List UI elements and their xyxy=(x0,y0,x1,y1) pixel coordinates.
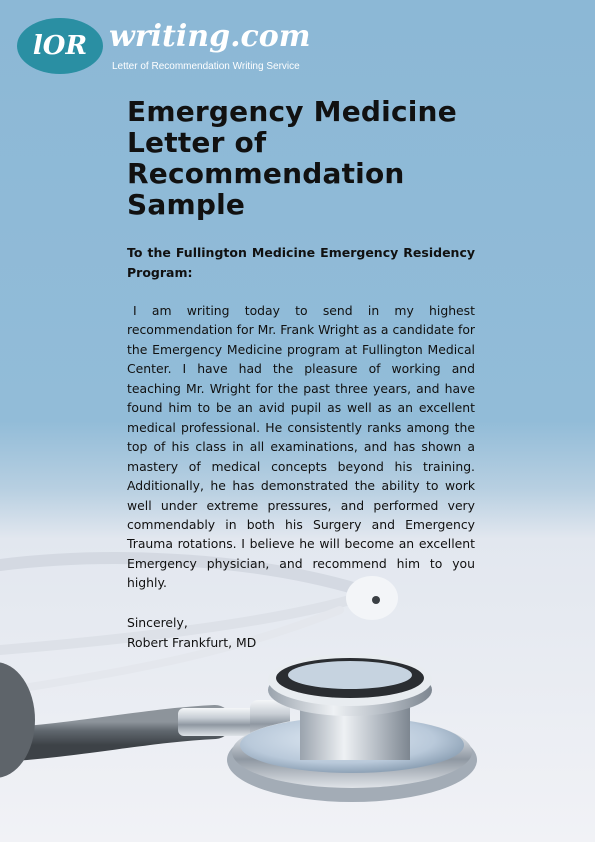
logo[interactable] xyxy=(17,18,317,78)
letter-salutation: To the Fullington Medicine Emergency Residency Program: xyxy=(127,245,475,280)
letter-closing: Sincerely, xyxy=(127,615,188,630)
letter-body: I am writing today to send in my highest recommendation for Mr. Frank Wright as a candidate for the Emergency Medicine program at Fullington Medical Center. I have had the pleasure of working and teaching Mr. Wright for the past three years, and have found him to be an avid pupil as well as an excellent medical professional. He consistently ranks among the top of his class in all examinations, and has shown a mastery of medical concepts beyond his training. Additionally, he has demonstrated the ability to work well under extreme pressures, and performed very commendably in both his Surgery and Emergency Trauma rotations. I believe he will become an excellent Emergency physician, and recommend him to you highly. xyxy=(127,303,475,591)
logo-wordmark: writing.com xyxy=(109,19,311,54)
logo-badge-text: lOR xyxy=(32,31,88,61)
page-title: Emergency Medicine Letter of Recommendation Sample xyxy=(127,95,457,221)
logo-tagline: Letter of Recommendation Writing Service xyxy=(112,61,300,72)
letter-signature: Robert Frankfurt, MD xyxy=(127,634,257,650)
letter-closing-block xyxy=(127,613,475,652)
